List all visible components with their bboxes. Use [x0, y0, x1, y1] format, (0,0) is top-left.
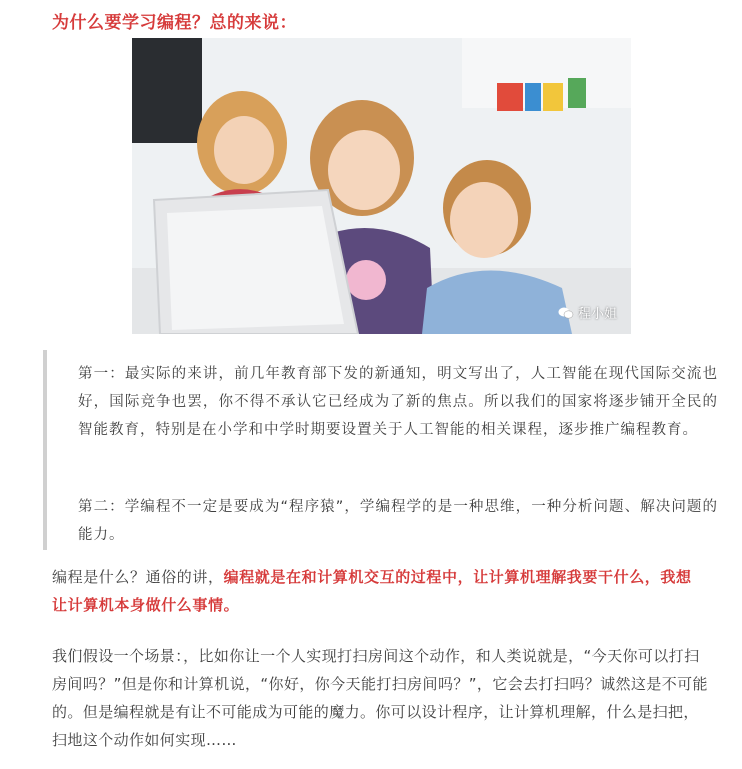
watermark [558, 303, 617, 322]
quote-paragraph-second: 第二：学编程不一定是要成为“程序猿”，学编程学的是一种思维，一种分析问题、解决问题的能力。 [78, 499, 718, 543]
photo-illustration [132, 38, 631, 334]
definition-highlight: 编程就是在和计算机交互的过程中，让计算机理解我要干什么，我想让计算机本身做什么事情。 [52, 568, 692, 614]
blockquote [43, 350, 727, 550]
children-at-computer-photo [132, 38, 631, 334]
wechat-icon [558, 306, 574, 320]
watermark-text: 程小姐 [577, 307, 617, 322]
scenario-paragraph: 我们假设一个场景：，比如你让一个人实现打扫房间这个动作，和人类说就是，“今天你可以打扫房间吗？”但是你和计算机说，“你好，你今天能打扫房间吗？”，它会去打扫吗？诚然这是不可能的。但是编程就是有让不可能成为可能的魔力。你可以设计程序，让计算机理解，什么是扫把，扫地这个动作如何实现…… [52, 647, 708, 749]
quote-paragraph-first: 第一：最实际的来讲，前几年教育部下发的新通知，明文写出了，人工智能在现代国际交流也好，国际竞争也罢，你不得不承认它已经成为了新的焦点。所以我们的国家将逐步铺开全民的智能教育，特别是在小学和中学时期要设置关于人工智能的相关课程，逐步推广编程教育。 [78, 366, 718, 438]
definition-lead: 编程是什么？通俗的讲， [52, 568, 224, 586]
section-heading: 为什么要学习编程？总的来说： [52, 13, 297, 33]
definition-paragraph [52, 563, 707, 619]
